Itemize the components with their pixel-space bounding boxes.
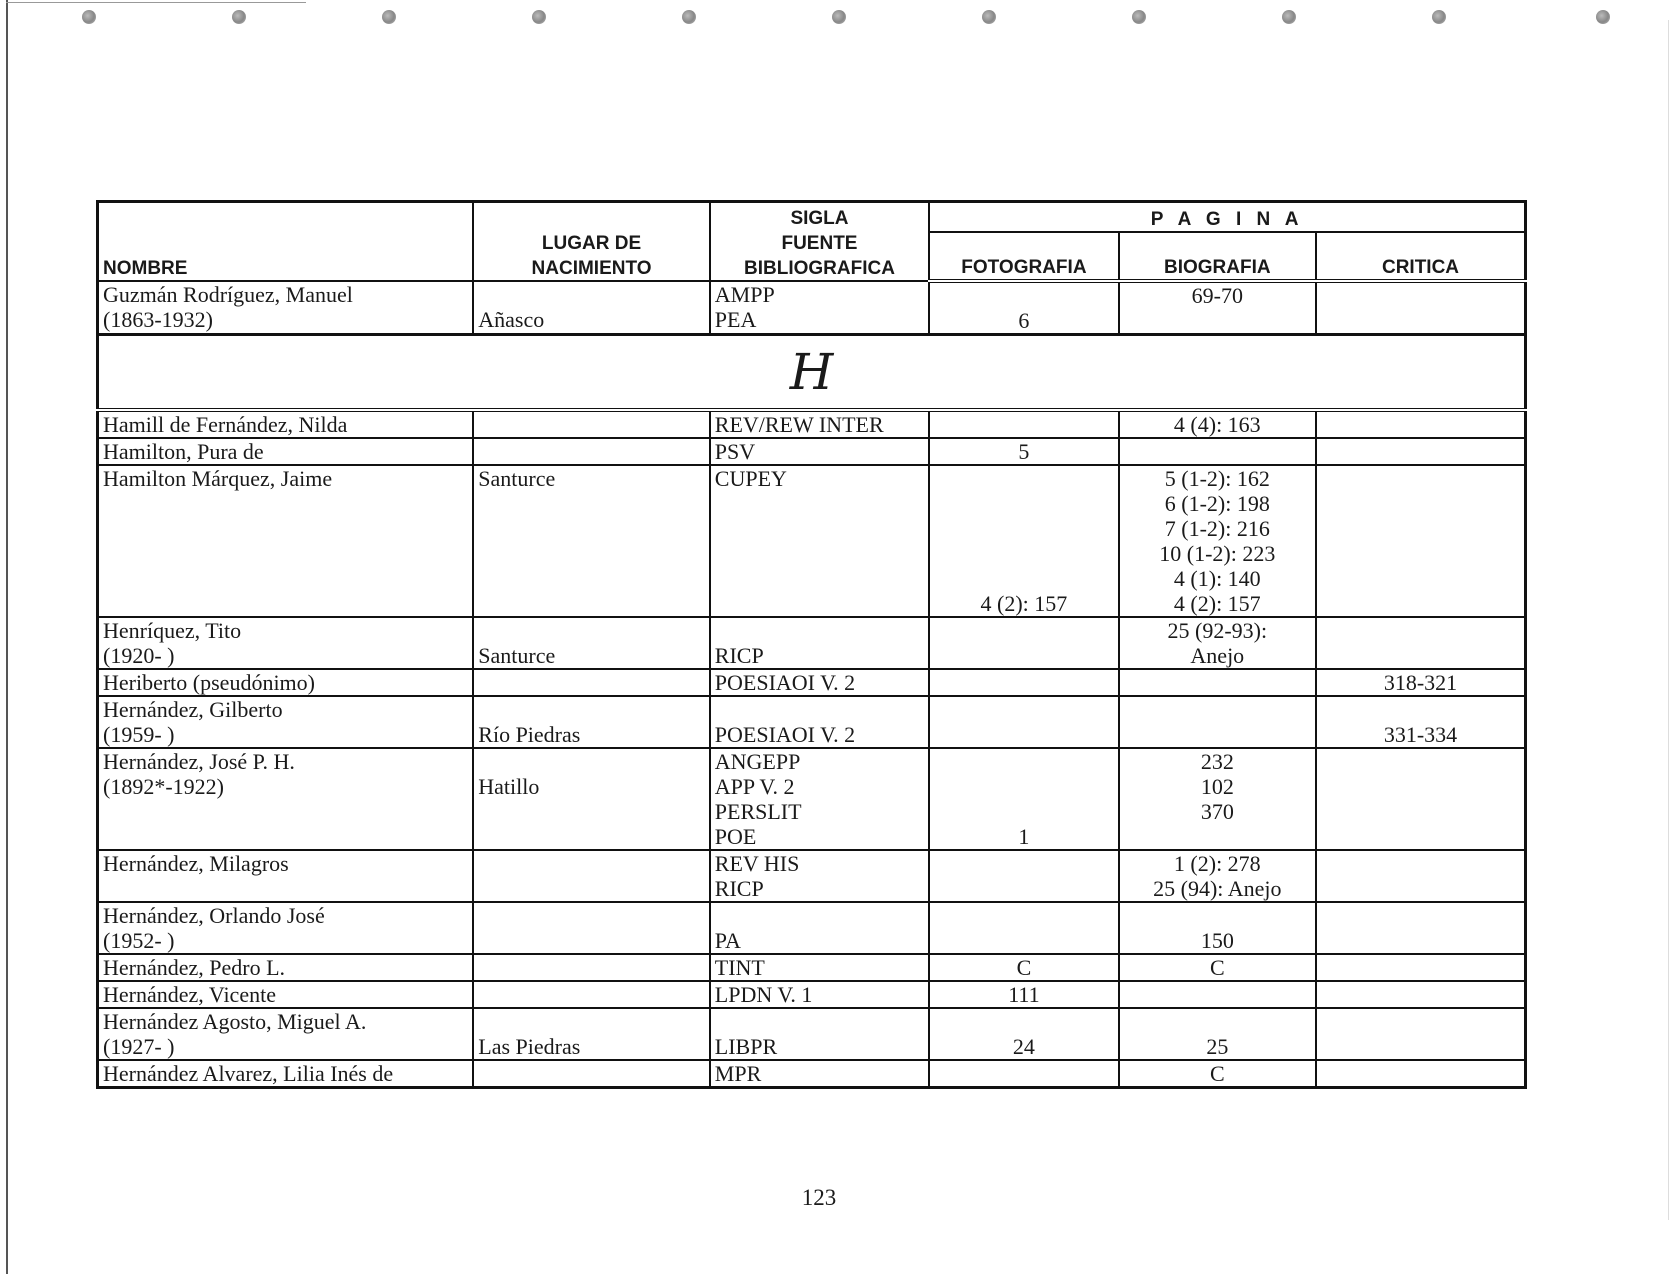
cell-biografia: [1119, 1060, 1316, 1088]
cell-line: [1124, 824, 1311, 849]
cell-fotografia: [929, 1060, 1118, 1088]
cell-critica: [1316, 850, 1525, 902]
cell-line: Henríquez, Tito: [103, 618, 242, 643]
cell-line: [478, 876, 704, 901]
cell-nombre: [98, 902, 474, 954]
cell-line: (1863-1932): [103, 307, 213, 332]
cell-line: Hernández Agosto, Miguel A.: [103, 1009, 367, 1034]
cell-line: [1321, 566, 1520, 591]
cell-line: [478, 282, 704, 307]
cell-line: RICP: [714, 876, 764, 901]
cell-line: [1321, 876, 1520, 901]
cell-line: [1124, 903, 1311, 928]
cell-line: [934, 851, 1113, 876]
punch-hole: [1132, 10, 1146, 24]
header-row: [98, 202, 1526, 233]
cell-fotografia: [929, 696, 1118, 748]
cell-line: [1321, 591, 1520, 616]
cell-line: 4 (2): 157: [980, 591, 1068, 616]
cell-critica: [1316, 465, 1525, 617]
header-biografia: BIOGRAFIA: [1119, 232, 1316, 281]
cell-line: [1124, 439, 1311, 464]
cell-line: [1321, 643, 1520, 668]
punch-hole: [1596, 10, 1610, 24]
cell-line: [478, 955, 704, 980]
cell-sigla: [710, 465, 929, 617]
cell-line: [478, 541, 704, 566]
cell-line: 25: [1206, 1034, 1229, 1059]
cell-line: [934, 643, 1113, 668]
cell-line: [1124, 1009, 1311, 1034]
cell-line: APP V. 2: [714, 774, 795, 799]
cell-line: (1892*-1922): [103, 774, 224, 799]
cell-line: REV HIS: [714, 851, 800, 876]
cell-biografia: [1119, 410, 1316, 438]
cell-line: [934, 903, 1113, 928]
cell-biografia: [1119, 465, 1316, 617]
cell-line: [478, 799, 704, 824]
cell-line: [103, 799, 468, 824]
cell-line: Hernández, Vicente: [103, 982, 276, 1007]
cell-line: [934, 697, 1113, 722]
cell-line: [934, 283, 1113, 308]
cell-line: 318-321: [1383, 670, 1458, 695]
cell-line: [478, 749, 704, 774]
cell-line: Hernández, Milagros: [103, 851, 289, 876]
cell-line: [103, 591, 468, 616]
cell-line: POESIAOI V. 2: [714, 670, 856, 695]
page-edge-right: [1668, 20, 1669, 1220]
cell-line: TINT: [714, 955, 765, 980]
cell-line: [1321, 824, 1520, 849]
cell-critica: [1316, 1060, 1525, 1088]
cell-line: 10 (1-2): 223: [1159, 541, 1276, 566]
cell-line: [478, 439, 704, 464]
section-letter: H: [789, 343, 834, 401]
cell-line: Hernández Alvarez, Lilia Inés de: [103, 1061, 394, 1086]
cell-line: [1321, 439, 1520, 464]
cell-line: [1321, 799, 1520, 824]
cell-line: [1124, 697, 1311, 722]
table-row: [98, 850, 1526, 902]
cell-line: [103, 824, 468, 849]
cell-line: [1321, 774, 1520, 799]
cell-sigla: [710, 981, 929, 1008]
cell-lugar: [473, 669, 709, 696]
cell-line: [1321, 412, 1520, 437]
punch-hole: [232, 10, 246, 24]
cell-lugar: [473, 902, 709, 954]
cell-nombre: [98, 696, 474, 748]
cell-lugar: [473, 410, 709, 438]
punch-hole: [1432, 10, 1446, 24]
cell-biografia: [1119, 438, 1316, 465]
cell-biografia: [1119, 696, 1316, 748]
cell-fotografia: [929, 1008, 1118, 1060]
cell-line: [934, 928, 1113, 953]
cell-line: [1321, 516, 1520, 541]
table-row: [98, 902, 1526, 954]
cell-line: [715, 591, 924, 616]
cell-line: 24: [1012, 1034, 1035, 1059]
table-row: [98, 1060, 1526, 1088]
cell-line: [934, 566, 1113, 591]
cell-line: CUPEY: [714, 466, 787, 491]
cell-critica: [1316, 696, 1525, 748]
punch-hole: [382, 10, 396, 24]
cell-line: [934, 749, 1113, 774]
punch-hole: [82, 10, 96, 24]
cell-line: [715, 903, 924, 928]
cell-fotografia: [929, 281, 1118, 335]
cell-line: Santurce: [478, 466, 556, 491]
cell-line: 4 (4): 163: [1173, 412, 1261, 437]
cell-line: AMPP: [714, 282, 775, 307]
cell-nombre: [98, 850, 474, 902]
cell-line: [934, 516, 1113, 541]
table-row: [98, 954, 1526, 981]
cell-lugar: [473, 465, 709, 617]
cell-line: [1321, 955, 1520, 980]
cell-critica: [1316, 954, 1525, 981]
cell-line: C: [1209, 1061, 1225, 1086]
cell-line: 5: [1018, 439, 1030, 464]
cell-sigla: [710, 1008, 929, 1060]
cell-line: 25 (92-93):: [1167, 618, 1268, 643]
cell-fotografia: [929, 410, 1118, 438]
cell-sigla: [710, 1060, 929, 1088]
cell-lugar: [473, 617, 709, 669]
cell-line: [1321, 697, 1520, 722]
cell-line: 232: [1200, 749, 1234, 774]
cell-line: Hernández, Gilberto: [103, 697, 283, 722]
cell-line: REV/REW INTER: [714, 412, 884, 437]
cell-line: [478, 491, 704, 516]
cell-line: [715, 566, 924, 591]
cell-line: MPR: [714, 1061, 762, 1086]
section-divider: [98, 335, 1526, 411]
cell-sigla: [710, 410, 929, 438]
cell-line: PERSLIT: [714, 799, 802, 824]
cell-biografia: [1119, 954, 1316, 981]
cell-line: Anejo: [1190, 643, 1245, 668]
cell-fotografia: [929, 669, 1118, 696]
cell-line: LIBPR: [714, 1034, 778, 1059]
table-row: [98, 617, 1526, 669]
punch-hole: [982, 10, 996, 24]
cell-line: (1927- ): [103, 1034, 175, 1059]
cell-fotografia: [929, 902, 1118, 954]
cell-line: [1321, 749, 1520, 774]
cell-nombre: [98, 281, 474, 335]
cell-fotografia: [929, 748, 1118, 850]
cell-biografia: [1119, 1008, 1316, 1060]
cell-line: Heriberto (pseudónimo): [103, 670, 315, 695]
cell-critica: [1316, 669, 1525, 696]
cell-line: 25 (94): Anejo: [1153, 876, 1282, 901]
cell-critica: [1316, 981, 1525, 1008]
cell-critica: [1316, 902, 1525, 954]
cell-line: [103, 491, 468, 516]
cell-fotografia: [929, 438, 1118, 465]
cell-sigla: [710, 438, 929, 465]
cell-biografia: [1119, 669, 1316, 696]
cell-line: [934, 722, 1113, 747]
cell-lugar: [473, 1060, 709, 1088]
cell-sigla: [710, 281, 929, 335]
cell-sigla: [710, 696, 929, 748]
cell-line: 1: [1018, 824, 1030, 849]
cell-line: [478, 824, 704, 849]
cell-line: PSV: [714, 439, 756, 464]
table-row: [98, 748, 1526, 850]
cell-line: 4 (2): 157: [1173, 591, 1261, 616]
cell-nombre: [98, 1060, 474, 1088]
cell-line: [1321, 541, 1520, 566]
cell-nombre: [98, 617, 474, 669]
cell-biografia: [1119, 281, 1316, 335]
cell-lugar: [473, 438, 709, 465]
cell-line: Hamilton, Pura de: [103, 439, 264, 464]
cell-nombre: [98, 1008, 474, 1060]
cell-biografia: [1119, 981, 1316, 1008]
cell-line: [934, 618, 1113, 643]
punch-hole: [1282, 10, 1296, 24]
table-row: [98, 696, 1526, 748]
cell-line: 6 (1-2): 198: [1164, 491, 1270, 516]
cell-line: Las Piedras: [478, 1034, 581, 1059]
cell-lugar: [473, 696, 709, 748]
cell-line: 102: [1200, 774, 1234, 799]
header-nombre: NOMBRE: [98, 202, 474, 282]
cell-line: (1952- ): [103, 928, 175, 953]
header-fotografia: FOTOGRAFIA: [929, 232, 1118, 281]
cell-line: [715, 1009, 924, 1034]
table-body: [98, 281, 1526, 1088]
cell-lugar: [473, 981, 709, 1008]
cell-line: [1321, 928, 1520, 953]
cell-sigla: [710, 902, 929, 954]
cell-line: [934, 670, 1113, 695]
cell-line: Hamilton Márquez, Jaime: [103, 466, 333, 491]
cell-line: C: [1016, 955, 1032, 980]
cell-sigla: [710, 669, 929, 696]
cell-line: [1321, 982, 1520, 1007]
cell-line: (1959- ): [103, 722, 175, 747]
cell-biografia: [1119, 850, 1316, 902]
cell-critica: [1316, 748, 1525, 850]
punch-hole: [532, 10, 546, 24]
cell-sigla: [710, 748, 929, 850]
cell-line: Santurce: [478, 643, 556, 668]
cell-line: ANGEPP: [714, 749, 801, 774]
cell-line: [934, 876, 1113, 901]
cell-lugar: [473, 850, 709, 902]
cell-line: 69-70: [1191, 283, 1243, 308]
cell-line: [1321, 491, 1520, 516]
index-table: [96, 200, 1527, 1089]
header-lugar: LUGAR DE NACIMIENTO: [473, 202, 709, 282]
cell-line: [478, 697, 704, 722]
cell-line: [715, 541, 924, 566]
cell-line: [1321, 1034, 1520, 1059]
cell-line: Añasco: [478, 307, 545, 332]
cell-line: [1124, 308, 1311, 333]
cell-line: [478, 412, 704, 437]
cell-line: 7 (1-2): 216: [1164, 516, 1270, 541]
page-edge-top: [6, 2, 306, 3]
cell-sigla: [710, 850, 929, 902]
table-row: [98, 669, 1526, 696]
cell-biografia: [1119, 902, 1316, 954]
cell-line: PA: [714, 928, 741, 953]
cell-line: [478, 566, 704, 591]
cell-line: [478, 928, 704, 953]
cell-line: Hernández, Orlando José: [103, 903, 325, 928]
table-row: [98, 410, 1526, 438]
header-critica: CRITICA: [1316, 232, 1525, 281]
cell-line: [715, 697, 924, 722]
cell-nombre: [98, 410, 474, 438]
cell-fotografia: [929, 850, 1118, 902]
cell-line: [1124, 722, 1311, 747]
cell-line: [103, 541, 468, 566]
cell-line: [934, 799, 1113, 824]
cell-line: [103, 876, 468, 901]
binder-holes: [0, 10, 1678, 30]
cell-lugar: [473, 954, 709, 981]
table-row: [98, 465, 1526, 617]
cell-line: [1321, 466, 1520, 491]
cell-line: [1321, 618, 1520, 643]
cell-nombre: [98, 669, 474, 696]
cell-line: [1321, 308, 1520, 333]
cell-line: [478, 618, 704, 643]
cell-line: C: [1209, 955, 1225, 980]
cell-line: [478, 516, 704, 541]
cell-line: LPDN V. 1: [714, 982, 813, 1007]
cell-biografia: [1119, 748, 1316, 850]
cell-line: [103, 566, 468, 591]
table-row: [98, 281, 1526, 335]
cell-line: [934, 774, 1113, 799]
header-sigla: SIGLA FUENTE BIBLIOGRAFICA: [710, 202, 929, 282]
cell-line: [478, 1009, 704, 1034]
cell-line: [715, 516, 924, 541]
cell-line: [478, 982, 704, 1007]
cell-nombre: [98, 465, 474, 617]
cell-critica: [1316, 281, 1525, 335]
cell-line: [934, 412, 1113, 437]
cell-line: Río Piedras: [478, 722, 581, 747]
cell-line: [934, 1061, 1113, 1086]
cell-critica: [1316, 617, 1525, 669]
cell-line: [1321, 1009, 1520, 1034]
cell-line: POESIAOI V. 2: [714, 722, 856, 747]
cell-fotografia: [929, 981, 1118, 1008]
cell-nombre: [98, 981, 474, 1008]
cell-line: [1321, 283, 1520, 308]
table-row: [98, 1008, 1526, 1060]
cell-line: 111: [1008, 982, 1040, 1007]
cell-line: [1124, 982, 1311, 1007]
cell-line: PEA: [714, 307, 757, 332]
cell-critica: [1316, 438, 1525, 465]
cell-line: [1321, 851, 1520, 876]
cell-line: [934, 1009, 1113, 1034]
cell-critica: [1316, 1008, 1525, 1060]
cell-fotografia: [929, 954, 1118, 981]
cell-line: Hamill de Fernández, Nilda: [103, 412, 348, 437]
cell-biografia: [1119, 617, 1316, 669]
cell-line: Hernández, José P. H.: [103, 749, 295, 774]
cell-line: [1321, 1061, 1520, 1086]
cell-critica: [1316, 410, 1525, 438]
page-number: 123: [801, 1185, 837, 1210]
cell-line: [103, 516, 468, 541]
cell-line: [478, 1061, 704, 1086]
cell-nombre: [98, 748, 474, 850]
cell-line: 4 (1): 140: [1173, 566, 1261, 591]
cell-line: POE: [714, 824, 757, 849]
cell-line: [478, 903, 704, 928]
cell-line: [715, 618, 924, 643]
cell-sigla: [710, 617, 929, 669]
punch-hole: [832, 10, 846, 24]
cell-line: 331-334: [1383, 722, 1458, 747]
cell-line: [478, 851, 704, 876]
punch-hole: [682, 10, 696, 24]
cell-fotografia: [929, 617, 1118, 669]
cell-line: [1124, 670, 1311, 695]
cell-lugar: [473, 281, 709, 335]
header-pagina: P A G I N A: [929, 202, 1525, 233]
cell-line: (1920- ): [103, 643, 175, 668]
cell-line: [478, 670, 704, 695]
cell-line: 5 (1-2): 162: [1164, 466, 1270, 491]
cell-line: 150: [1200, 928, 1234, 953]
cell-lugar: [473, 748, 709, 850]
table-row: [98, 438, 1526, 465]
table-row: [98, 981, 1526, 1008]
cell-line: Guzmán Rodríguez, Manuel: [103, 282, 353, 307]
cell-line: 1 (2): 278: [1173, 851, 1261, 876]
cell-line: [934, 466, 1113, 491]
cell-line: [478, 591, 704, 616]
cell-nombre: [98, 954, 474, 981]
cell-line: Hatillo: [478, 774, 540, 799]
cell-line: Hernández, Pedro L.: [103, 955, 286, 980]
cell-sigla: [710, 954, 929, 981]
cell-line: [1321, 903, 1520, 928]
section-divider-row: [98, 335, 1526, 411]
cell-line: [934, 491, 1113, 516]
cell-line: RICP: [714, 643, 764, 668]
cell-fotografia: [929, 465, 1118, 617]
cell-line: 370: [1200, 799, 1234, 824]
cell-line: 6: [1018, 308, 1030, 333]
cell-lugar: [473, 1008, 709, 1060]
cell-line: [715, 491, 924, 516]
cell-nombre: [98, 438, 474, 465]
page-edge: [6, 0, 8, 1274]
cell-line: [934, 541, 1113, 566]
